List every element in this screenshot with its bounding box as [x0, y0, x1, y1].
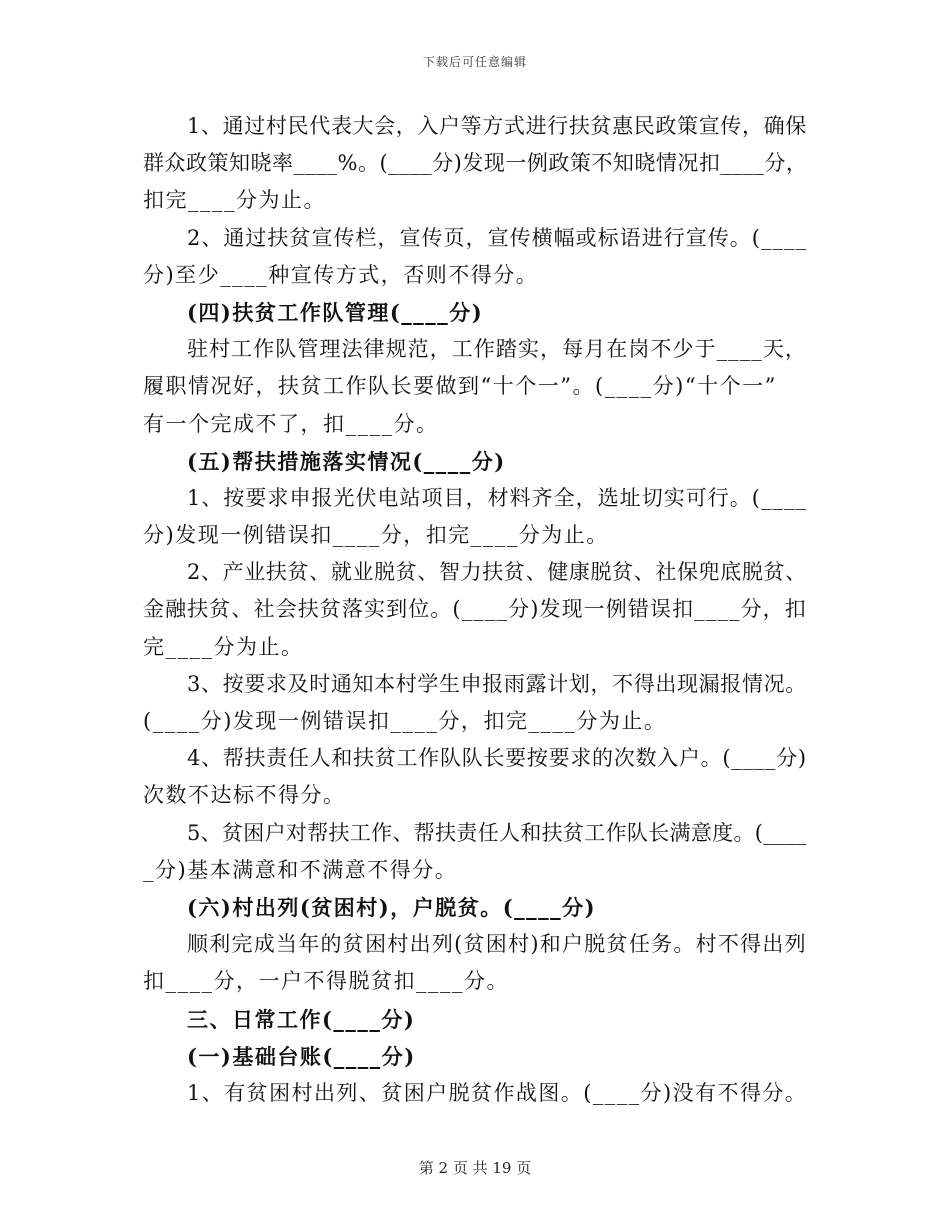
page-footer: 第 2 页 共 19 页 [418, 1159, 532, 1177]
paragraph-line: 驻村工作队管理法律规范，工作踏实，每月在岗不少于____天， [187, 337, 807, 362]
paragraph-line: 5、贫困户对帮扶工作、帮扶责任人和扶贫工作队长满意度。(____ [187, 820, 807, 845]
paragraph-line: 完____分为止。 [143, 634, 304, 659]
paragraph-line: 1、通过村民代表大会，入户等方式进行扶贫惠民政策宣传，确保 [187, 114, 807, 138]
paragraph-line: 2、通过扶贫宣传栏，宣传页，宣传横幅或标语进行宣传。(____ [187, 225, 808, 250]
section-heading: (六)村出列(贫困村)，户脱贫。(____分) [187, 894, 597, 920]
paragraph-line: 扣完____分为止。 [143, 188, 326, 213]
paragraph-line: 群众政策知晓率____%。(____分)发现一例政策不知晓情况扣____分， [143, 151, 808, 176]
page-header: 下载后可任意编辑 [422, 55, 527, 69]
paragraph-line: 1、按要求申报光伏电站项目，材料齐全，选址切实可行。(____ [187, 485, 808, 510]
paragraph-line: _分)基本满意和不满意不得分。 [143, 857, 458, 882]
paragraph-line: 有一个完成不了，扣____分。 [143, 411, 439, 436]
paragraph-line: 分)至少____种宣传方式，否则不得分。 [143, 262, 539, 287]
paragraph-line: 扣____分，一户不得脱贫扣____分。 [143, 969, 509, 994]
paragraph-line: 2、产业扶贫、就业脱贫、智力扶贫、健康脱贫、社保兜底脱贫、 [187, 560, 807, 585]
paragraph-line: 3、按要求及时通知本村学生申报雨露计划，不得出现漏报情况。 [187, 671, 807, 696]
paragraph-line: 金融扶贫、社会扶贫落实到位。(____分)发现一例错误扣____分，扣 [143, 597, 807, 622]
section-heading: (一)基础台账(____分) [187, 1043, 416, 1069]
paragraph-line: 1、有贫困村出列、贫困户脱贫作战图。(____分)没有不得分。 [187, 1080, 808, 1105]
paragraph-line: 履职情况好，扶贫工作队长要做到“十个一”。(____分)“十个一” [143, 374, 777, 399]
section-heading: 三、日常工作(____分) [187, 1006, 416, 1032]
paragraph-line: 次数不达标不得分。 [143, 783, 346, 808]
section-heading: (四)扶贫工作队管理(____分) [187, 299, 484, 325]
paragraph-line: (____分)发现一例错误扣____分，扣完____分为止。 [143, 709, 667, 733]
document-body [143, 108, 807, 1112]
paragraph-line: 顺利完成当年的贫困村出列(贫困村)和户脱贫任务。村不得出列 [187, 932, 807, 957]
paragraph-line: 4、帮扶责任人和扶贫工作队队长要按要求的次数入户。(____分) [187, 746, 807, 771]
section-heading: (五)帮扶措施落实情况(____分) [187, 448, 506, 474]
paragraph-line: 分)发现一例错误扣____分，扣完____分为止。 [143, 523, 609, 548]
